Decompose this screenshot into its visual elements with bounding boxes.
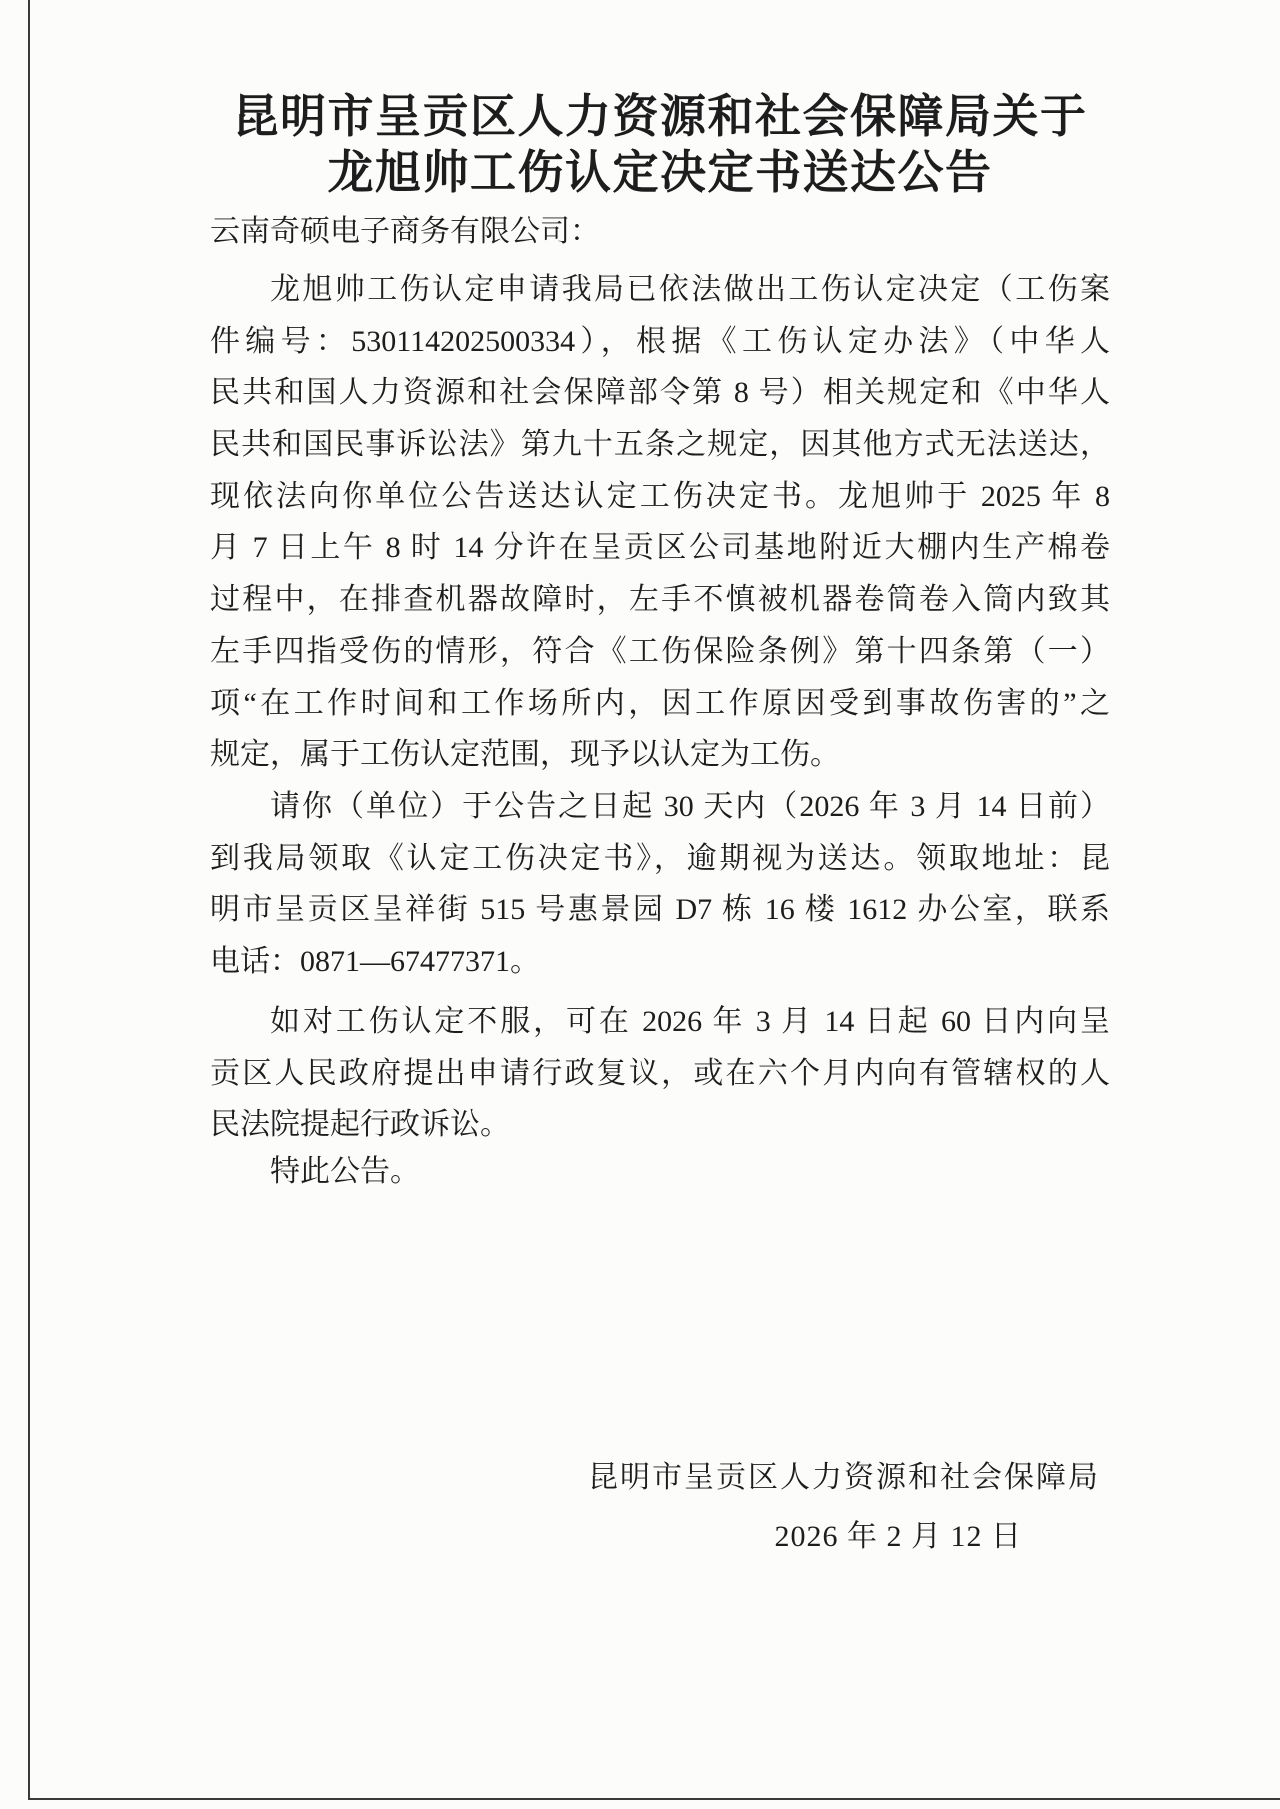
title-line-2: 龙旭帅工伤认定决定书送达公告: [327, 147, 993, 198]
body-line: 电话：0871—67477371。: [210, 945, 540, 979]
body-line: 特此公告。: [270, 1155, 420, 1188]
body-line: 龙旭帅工伤认定申请我局已依法做出工伤认定决定（工伤案: [270, 273, 1110, 306]
body-line: 如对工伤认定不服，可在 2026 年 3 月 14 日起 60 日内向呈: [270, 1005, 1110, 1038]
body-line: 现依法向你单位公告送达认定工伤决定书。龙旭帅于 2025 年 8: [210, 479, 1110, 513]
issue-date: 2026 年 2 月 12 日: [774, 1520, 1022, 1553]
body-line: 贡区人民政府提出申请行政复议，或在六个月内向有管辖权的人: [210, 1056, 1110, 1090]
body-line: 明市呈贡区呈祥街 515 号惠景园 D7 栋 16 楼 1612 办公室，联系: [210, 893, 1110, 927]
body-line: 规定，属于工伤认定范围，现予以认定为工伤。: [210, 738, 840, 772]
scan-border-bottom: [28, 1798, 1280, 1800]
body-line: 民共和国人力资源和社会保障部令第 8 号）相关规定和《中华人: [210, 376, 1110, 410]
scan-border-left: [28, 0, 30, 1800]
body-line: 到我局领取《认定工伤决定书》，逾期视为送达。领取地址：昆: [210, 841, 1110, 875]
body-line: 民法院提起行政诉讼。: [210, 1108, 510, 1142]
paragraph-closing: [210, 1146, 1110, 1198]
title-line-1: 昆明市呈贡区人力资源和社会保障局关于: [232, 91, 1088, 142]
body-line: 民共和国民事诉讼法》第九十五条之规定，因其他方式无法送达，: [210, 428, 1110, 462]
paragraph-appeal: [210, 996, 1110, 1151]
body-line: 左手四指受伤的情形，符合《工伤保险条例》第十四条第（一）: [210, 634, 1110, 668]
body-line: 请你（单位）于公告之日起 30 天内（2026 年 3 月 14 日前）: [270, 790, 1110, 823]
body-line: 月 7 日上午 8 时 14 分许在呈贡区公司基地附近大棚内生产棉卷: [210, 531, 1110, 565]
issuer-signature: 昆明市呈贡区人力资源和社会保障局: [588, 1461, 1100, 1494]
notice-title: [210, 89, 1110, 201]
body-line: 件编号：530114202500334），根据《工伤认定办法》（中华人: [210, 324, 1110, 358]
addressee-line: 云南奇硕电子商务有限公司：: [210, 215, 600, 248]
addressee: [210, 206, 1110, 258]
paragraph-collection: [210, 781, 1110, 988]
body-line: 项“在工作时间和工作场所内，因工作原因受到事故伤害的”之: [210, 686, 1110, 720]
paragraph-decision: [210, 264, 1110, 781]
body-line: 过程中，在排查机器故障时，左手不慎被机器卷筒卷入筒内致其: [210, 583, 1110, 617]
